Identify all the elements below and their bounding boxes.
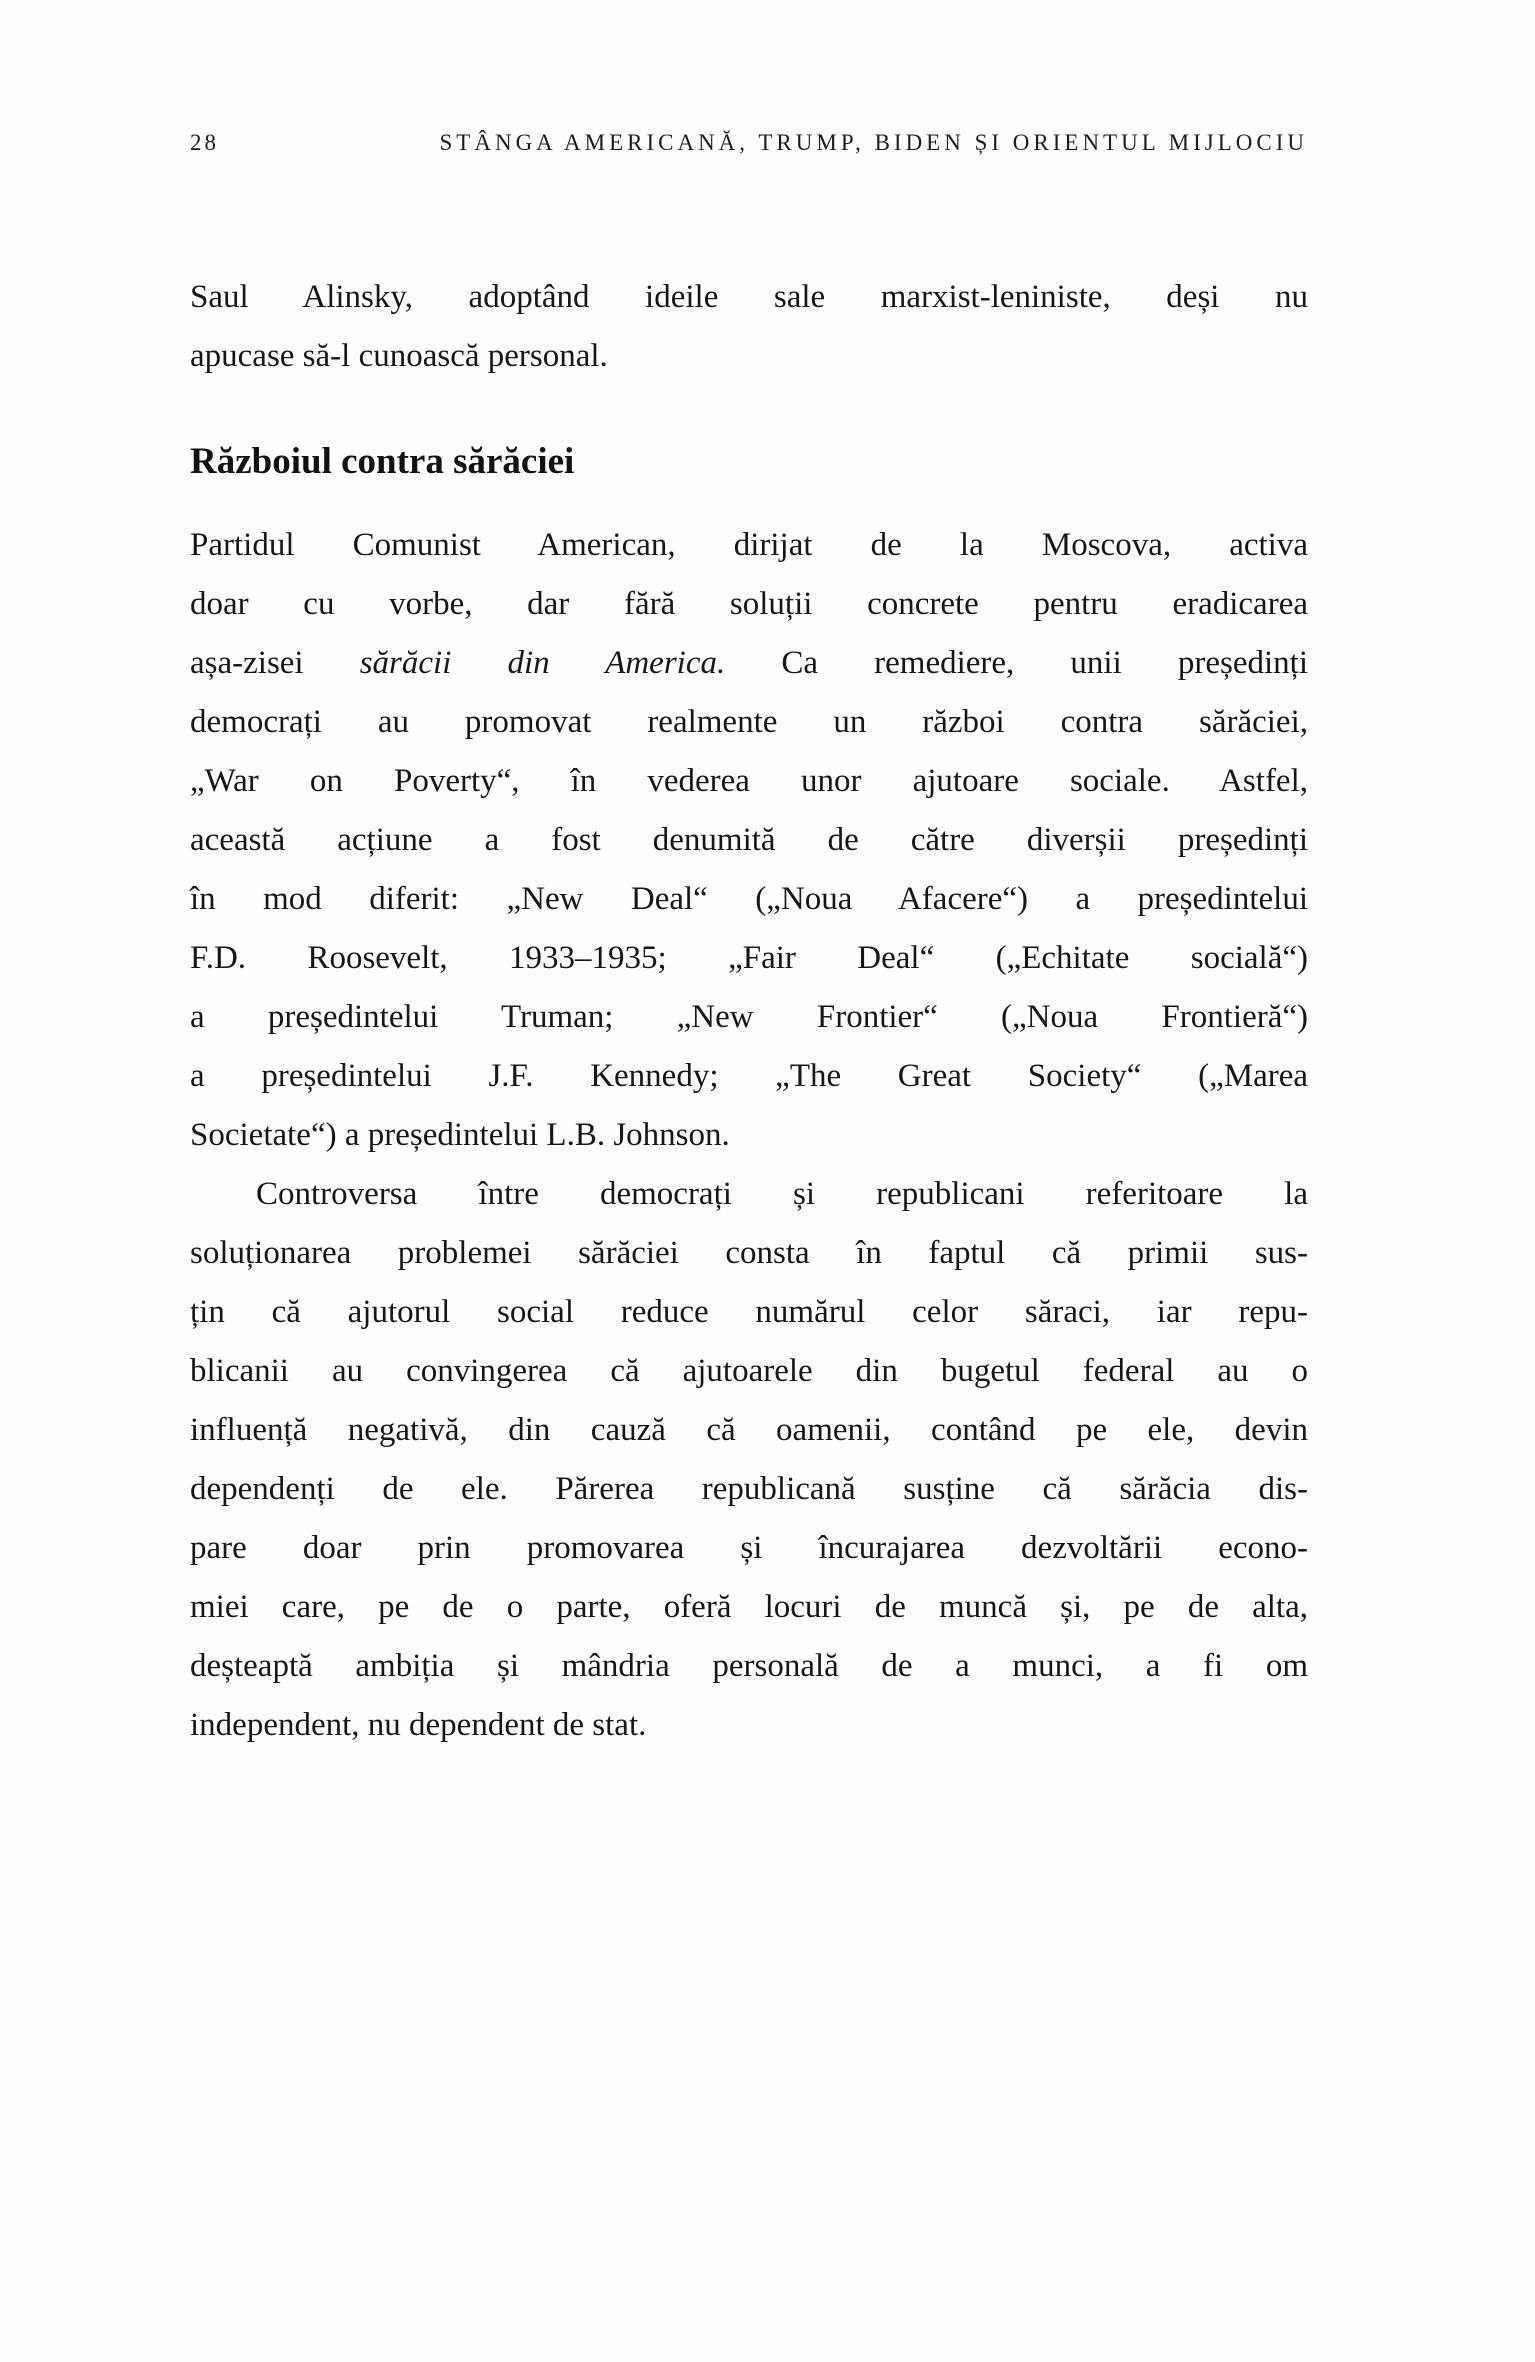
text-segment: Partidul Comunist American, dirijat de la Moscova, activa [190,527,1308,563]
page-body [190,268,1308,1755]
text-segment: blicanii au convingerea că ajutoarele din bugetul federal au o [190,1353,1308,1389]
text-line [190,1519,1308,1578]
text-segment: țin că ajutorul social reduce numărul celor săraci, iar repu- [190,1294,1308,1330]
text-line [190,1401,1308,1460]
section-heading: Războiul contra sărăciei [190,441,575,482]
text-segment: apucase să-l cunoască personal. [190,338,608,374]
text-segment: dependenți de ele. Părerea republicană susține că sărăcia dis- [190,1471,1308,1507]
text-line [190,575,1308,634]
text-segment: soluționarea problemei sărăciei consta în faptul că primii sus- [190,1235,1308,1271]
text-segment: această acțiune a fost denumită de către diverșii președinți [190,822,1308,858]
text-segment: așa-zisei [190,645,360,681]
war-on-poverty-paragraph [190,516,1308,1165]
running-header-title: STÂNGA AMERICANĂ, TRUMP, BIDEN ȘI ORIENTUL MIJLOCIU [439,130,1308,155]
text-segment: Saul Alinsky, adoptând ideile sale marxist-leniniste, deși nu [190,279,1308,315]
text-segment: F.D. Roosevelt, 1933–1935; „Fair Deal“ („Echitate socială“) [190,940,1308,976]
intro-paragraph [190,268,1308,386]
text-line [190,811,1308,870]
text-line [190,1460,1308,1519]
text-segment: influență negativă, din cauză că oamenii, contând pe ele, devin [190,1412,1308,1448]
text-segment: Ca remediere, unii președinți [725,645,1308,681]
controversy-paragraph [190,1165,1308,1755]
page-number: 28 [190,130,219,155]
text-line [190,1047,1308,1106]
text-segment: a președintelui Truman; „New Frontier“ („Noua Frontieră“) [190,999,1308,1035]
text-line [190,1106,1308,1165]
text-line [190,1696,1308,1755]
text-segment: Controversa între democrați și republicani referitoare la [256,1176,1308,1212]
text-segment: independent, nu dependent de stat. [190,1707,647,1743]
text-segment: „War on Poverty“, în vederea unor ajutoare sociale. Astfel, [190,763,1308,799]
text-segment: pare doar prin promovarea și încurajarea dezvoltării econo- [190,1530,1308,1566]
text-segment: deșteaptă ambiția și mândria personală de a munci, a fi om [190,1648,1308,1684]
text-line [190,1578,1308,1637]
text-line [190,1165,1308,1224]
running-header [190,130,1308,156]
text-segment: în mod diferit: „New Deal“ („Noua Afacere“) a președintelui [190,881,1308,917]
text-line [190,693,1308,752]
text-line [190,752,1308,811]
text-line [190,327,1308,386]
text-segment: miei care, pe de o parte, oferă locuri de muncă și, pe de alta, [190,1589,1308,1625]
text-segment: democrați au promovat realmente un război contra sărăciei, [190,704,1308,740]
italic-text-segment: sărăcii din America. [359,645,726,681]
text-line [190,1637,1308,1696]
text-line [190,516,1308,575]
text-line [190,929,1308,988]
text-line [190,634,1308,693]
text-line [190,870,1308,929]
text-segment: Societate“) a președintelui L.B. Johnson. [190,1117,730,1153]
text-line [190,1283,1308,1342]
text-line [190,268,1308,327]
text-line [190,1342,1308,1401]
text-line [190,988,1308,1047]
text-segment: doar cu vorbe, dar fără soluții concrete pentru eradicarea [190,586,1308,622]
text-line [190,1224,1308,1283]
text-segment: a președintelui J.F. Kennedy; „The Great Society“ („Marea [190,1058,1308,1094]
